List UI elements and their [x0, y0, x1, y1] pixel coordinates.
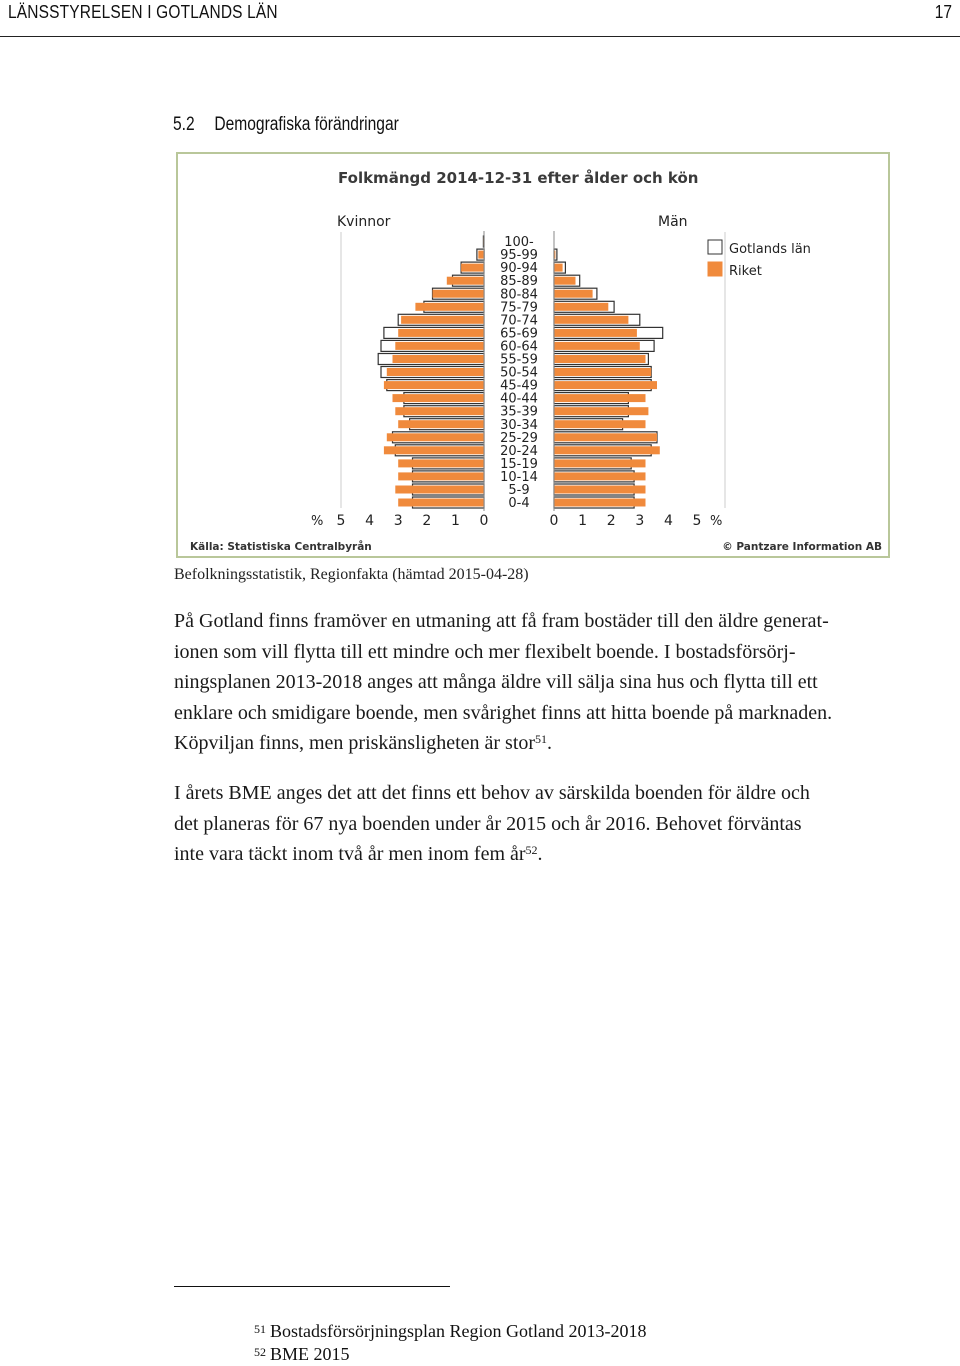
age-group-label: 40-44	[500, 391, 538, 407]
source-left: Källa: Statistiska Centralbyrån	[190, 541, 372, 553]
age-group-label: 15-19	[500, 456, 538, 472]
age-group-label: 35-39	[500, 404, 538, 420]
age-group-label: 60-64	[500, 339, 538, 355]
bar-kvinnor-riket	[415, 303, 484, 311]
bar-man-riket	[554, 329, 637, 337]
age-group-label: 65-69	[500, 326, 538, 342]
section-number: 5.2	[173, 114, 195, 135]
bar-man-riket	[554, 486, 646, 494]
tick-label-right: 1	[578, 513, 588, 529]
page-header	[0, 0, 960, 37]
bar-kvinnor-riket	[398, 499, 484, 507]
bar-man-riket	[554, 499, 646, 507]
paragraph-end: .	[547, 732, 553, 754]
chart-caption: Befolkningsstatistik, Regionfakta (hämtad 2015-04-28)	[174, 566, 529, 583]
tick-label-left: 0	[479, 513, 489, 529]
tick-label-right: 0	[549, 513, 559, 529]
bar-kvinnor-riket	[433, 290, 485, 298]
footnotes	[254, 1320, 646, 1366]
bar-man-riket	[554, 316, 628, 324]
source-right: © Pantzare Information AB	[722, 541, 882, 553]
age-group-label: 25-29	[500, 430, 538, 446]
paragraph-end: .	[537, 843, 543, 865]
paragraph-line: I årets BME anges det att det finns ett behov av särskilda boenden för äldre och	[174, 782, 810, 804]
footnote-text: Bostadsförsörjningsplan Region Gotland 2013-2018	[270, 1321, 647, 1341]
chart-title: Folkmängd 2014-12-31 efter ålder och kön	[338, 169, 699, 187]
legend-label-gotland: Gotlands län	[729, 242, 811, 257]
footnote-separator	[174, 1286, 450, 1287]
bar-man-riket	[554, 420, 646, 428]
bar-kvinnor-riket	[387, 433, 484, 441]
bar-kvinnor-riket	[393, 394, 485, 402]
header-organization: LÄNSSTYRELSEN I GOTLANDS LÄN	[8, 2, 278, 22]
bar-man-riket	[554, 381, 657, 389]
bar-man-riket	[554, 355, 646, 363]
footnote-ref-51[interactable]: 51	[535, 732, 548, 746]
paragraph-line: det planeras för 67 nya boenden under år 2015 och år 2016. Behovet förväntas	[174, 812, 802, 835]
tick-label-left: 5	[336, 513, 346, 529]
age-group-label: 20-24	[500, 443, 538, 459]
population-pyramid-chart	[176, 152, 890, 558]
age-group-label: 30-34	[500, 417, 538, 433]
paragraph-line: På Gotland finns framöver en utmaning att få fram bostäder till den äldre generat-	[174, 610, 829, 632]
bar-kvinnor-riket	[384, 381, 484, 389]
paragraph-line-last	[174, 728, 934, 759]
bar-kvinnor-riket	[398, 472, 484, 480]
bar-kvinnor-riket	[395, 407, 484, 415]
bar-kvinnor-riket	[398, 420, 484, 428]
age-labels-layer	[500, 235, 538, 511]
tick-label-right: 3	[635, 513, 645, 529]
tick-label-left: 2	[422, 513, 432, 529]
footnote-51	[254, 1320, 646, 1343]
bar-man-riket	[554, 303, 608, 311]
paragraph-line-last	[174, 839, 934, 870]
bar-man-riket	[554, 407, 648, 415]
tick-label-left: 3	[393, 513, 403, 529]
page-number: 17	[934, 2, 952, 22]
pyramid-svg	[176, 152, 890, 558]
bar-kvinnor-riket	[478, 251, 484, 259]
legend-label-riket: Riket	[729, 264, 762, 279]
tick-label-left: 1	[450, 513, 460, 529]
age-group-label: 50-54	[500, 365, 538, 381]
bar-kvinnor-riket	[461, 264, 484, 272]
bar-kvinnor-riket	[398, 329, 484, 337]
left-unit-label: %	[311, 514, 324, 529]
age-group-label: 10-14	[500, 469, 538, 485]
bar-kvinnor-riket	[393, 355, 485, 363]
section-title: Demografiska förändringar	[214, 114, 399, 135]
bar-kvinnor-riket	[387, 368, 484, 376]
footnote-text: BME 2015	[270, 1344, 350, 1364]
bar-kvinnor-riket	[401, 316, 484, 324]
age-group-label: 0-4	[508, 496, 530, 512]
age-group-label: 70-74	[500, 313, 538, 329]
age-group-label: 85-89	[500, 274, 538, 290]
age-group-label: 45-49	[500, 378, 538, 394]
bar-kvinnor-riket	[395, 486, 484, 494]
age-group-label: 75-79	[500, 300, 538, 316]
paragraph-1	[174, 606, 934, 759]
bar-kvinnor-riket	[447, 277, 484, 285]
bar-man-riket	[554, 472, 646, 480]
bar-kvinnor-riket	[384, 446, 484, 454]
paragraph-2	[174, 778, 934, 870]
bar-man-riket	[554, 446, 660, 454]
paragraph-line: ionen som vill flytta till ett mindre och mer flexibelt boende. I bostadsförsörj-	[174, 640, 796, 663]
age-group-label: 100-	[504, 235, 534, 250]
footnote-ref-52[interactable]: 52	[525, 843, 538, 857]
footnote-number: 52	[254, 1345, 266, 1359]
bar-man-riket	[554, 368, 651, 376]
paragraph-text: Köpviljan finns, men priskänsligheten är stor	[174, 732, 536, 754]
paragraph-line: ningsplanen 2013-2018 anges att många äldre vill sälja sina hus och flytta till ett	[174, 671, 818, 693]
tick-label-right: 4	[663, 513, 673, 529]
tick-label-right: 5	[692, 513, 702, 529]
bar-man-riket	[554, 433, 657, 441]
age-group-label: 90-94	[500, 261, 538, 277]
bar-man-riket	[554, 290, 593, 298]
legend-swatch-riket	[708, 262, 722, 276]
bar-kvinnor-riket	[395, 342, 484, 350]
right-unit-label: %	[710, 514, 723, 529]
tick-label-right: 2	[606, 513, 616, 529]
paragraph-text: inte vara täckt inom två år men inom fem år	[174, 843, 526, 865]
tick-label-left: 4	[365, 513, 375, 529]
paragraph-line: enklare och smidigare boende, men svårighet finns att hitta boende på marknaden.	[174, 701, 833, 724]
legend-swatch-gotland	[708, 240, 722, 254]
bar-man-riket	[554, 277, 576, 285]
age-group-label: 95-99	[500, 248, 538, 264]
bar-man-riket	[554, 394, 646, 402]
footnote-number: 51	[254, 1322, 266, 1336]
age-group-label: 5-9	[508, 483, 530, 498]
section-heading	[173, 114, 399, 136]
age-group-label: 80-84	[500, 287, 538, 303]
footnote-52	[254, 1343, 646, 1366]
bar-man-riket	[554, 264, 563, 272]
label-man: Män	[658, 214, 688, 230]
bar-kvinnor-riket	[398, 459, 484, 467]
label-kvinnor: Kvinnor	[337, 214, 391, 230]
bar-man-riket	[554, 342, 640, 350]
age-group-label: 55-59	[500, 352, 538, 368]
bar-man-riket	[554, 459, 646, 467]
